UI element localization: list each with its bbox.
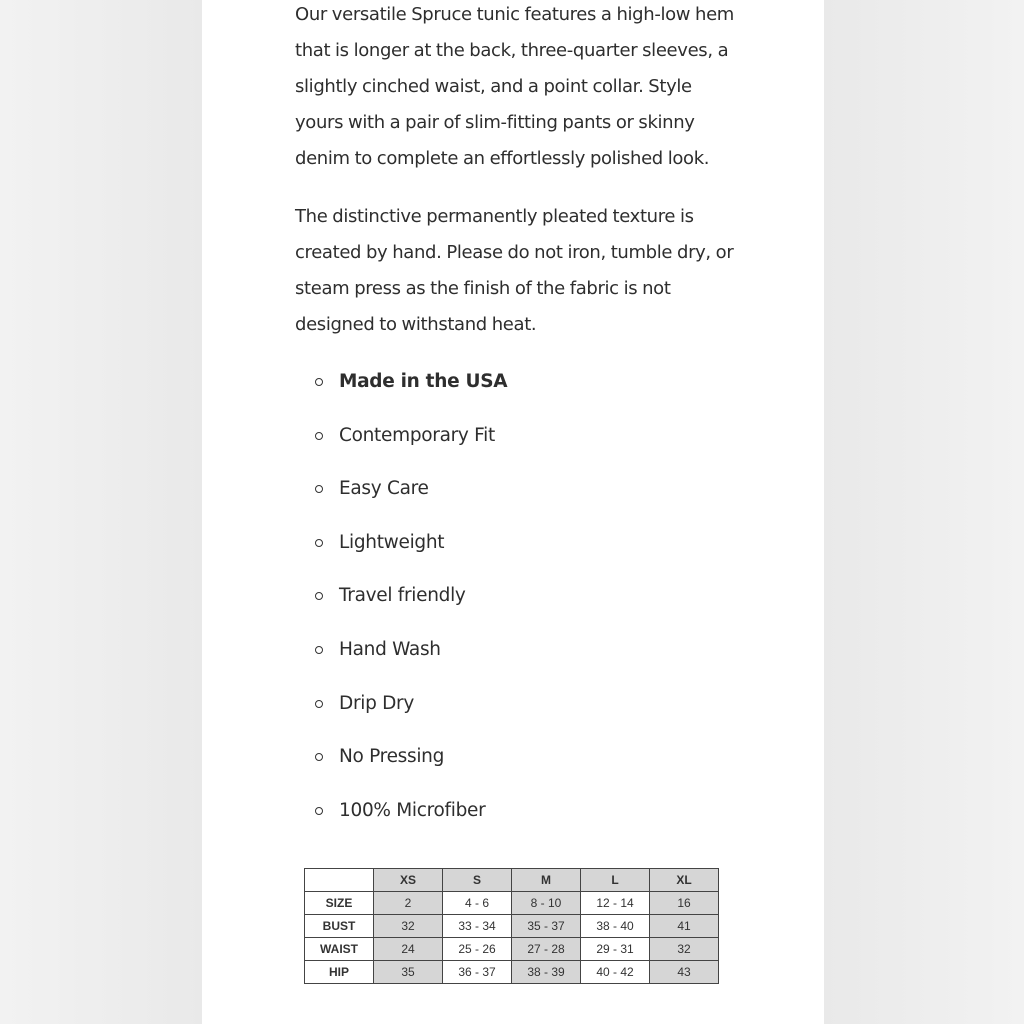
bullet-circle-icon [315,807,323,815]
column-header: S [443,869,512,892]
product-description-page [202,0,824,1024]
table-cell: 2 [374,892,443,915]
table-cell: 12 - 14 [581,892,650,915]
table-cell: 38 - 40 [581,915,650,938]
list-item [295,576,715,630]
table-cell: 16 [650,892,719,915]
table-cell: 36 - 37 [443,961,512,984]
feature-label: 100% Microfiber [339,799,486,821]
table-cell: 32 [374,915,443,938]
bullet-circle-icon [315,378,323,386]
table-cell: 8 - 10 [512,892,581,915]
table-cell: 40 - 42 [581,961,650,984]
bullet-circle-icon [315,700,323,708]
list-item [295,737,715,791]
size-chart-corner-cell [305,869,374,892]
row-header: WAIST [305,938,374,961]
table-row [305,961,719,984]
list-item [295,630,715,684]
description-paragraph-1: Our versatile Spruce tunic features a high-low hem that is longer at the back, three-quarter sleeves, a slightly cinched waist, and a point collar. Style yours with a pair of slim-fitting pants or skinny denim to complete an effortlessly polished look. [295,4,734,169]
feature-label: Drip Dry [339,692,415,714]
row-header: BUST [305,915,374,938]
size-chart-table [304,868,719,984]
bullet-circle-icon [315,753,323,761]
table-cell: 35 [374,961,443,984]
row-header: HIP [305,961,374,984]
list-item [295,523,715,577]
bullet-circle-icon [315,539,323,547]
column-header: L [581,869,650,892]
row-header: SIZE [305,892,374,915]
table-cell: 27 - 28 [512,938,581,961]
feature-label: Hand Wash [339,638,441,660]
bullet-circle-icon [315,432,323,440]
page-margin-left [0,0,202,1024]
page-margin-right [824,0,1024,1024]
table-cell: 38 - 39 [512,961,581,984]
size-chart-header-row [305,869,719,892]
list-item [295,791,715,845]
feature-label: Travel friendly [339,585,466,607]
table-cell: 41 [650,915,719,938]
table-cell: 25 - 26 [443,938,512,961]
feature-label: Easy Care [339,478,429,500]
description-paragraph-2: The distinctive permanently pleated texture is created by hand. Please do not iron, tumble dry, or steam press as the finish of the fabric is not designed to withstand heat. [295,206,734,335]
table-cell: 43 [650,961,719,984]
table-cell: 24 [374,938,443,961]
bullet-circle-icon [315,646,323,654]
list-item [295,416,715,470]
table-cell: 32 [650,938,719,961]
bullet-circle-icon [315,592,323,600]
feature-label: Lightweight [339,531,445,553]
list-item [295,469,715,523]
column-header: XS [374,869,443,892]
table-row [305,938,719,961]
column-header: M [512,869,581,892]
table-row [305,892,719,915]
list-item [295,362,715,416]
feature-label: No Pressing [339,746,445,768]
table-cell: 33 - 34 [443,915,512,938]
table-row [305,915,719,938]
table-cell: 35 - 37 [512,915,581,938]
list-item [295,684,715,738]
table-cell: 4 - 6 [443,892,512,915]
bullet-circle-icon [315,485,323,493]
column-header: XL [650,869,719,892]
feature-label: Contemporary Fit [339,424,495,446]
feature-label: Made in the USA [339,371,508,392]
feature-list [295,362,715,844]
table-cell: 29 - 31 [581,938,650,961]
